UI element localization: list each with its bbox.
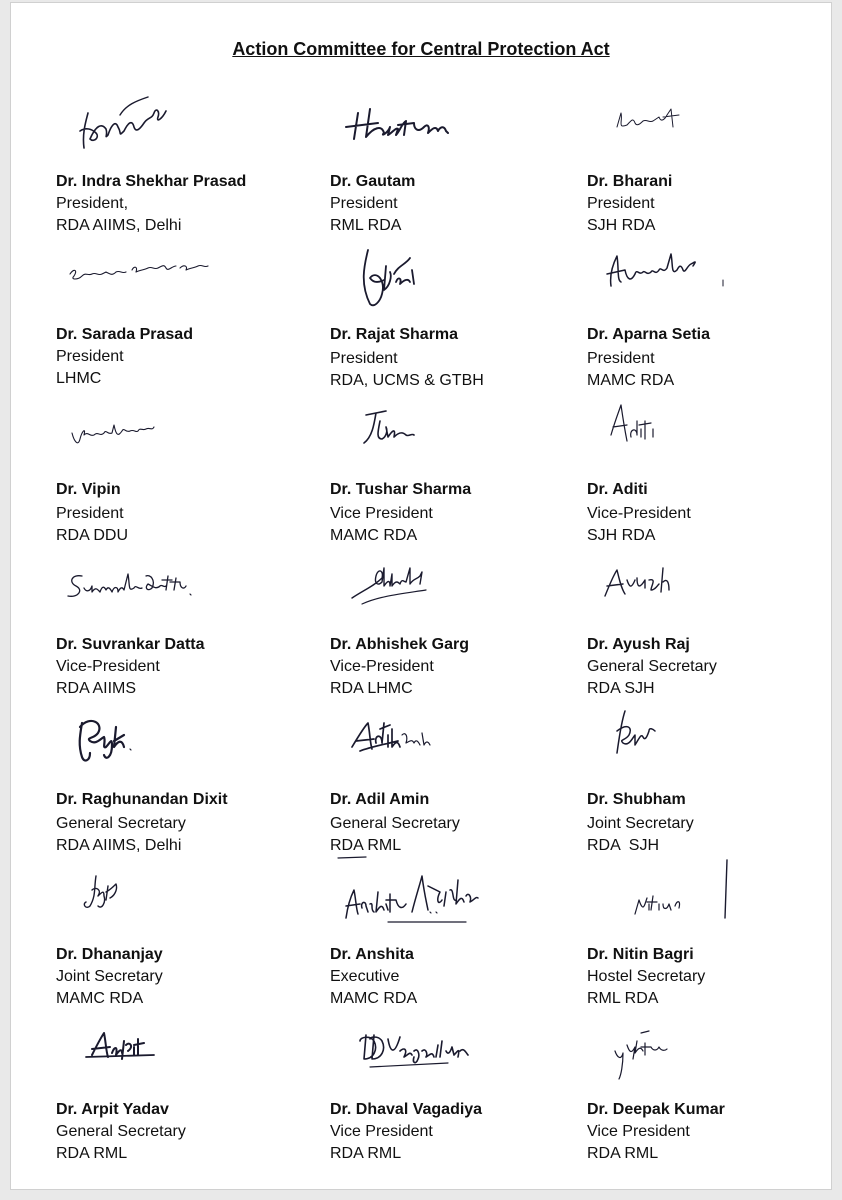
member-name: Dr. Rajat Sharma — [330, 326, 459, 343]
signature-image — [56, 236, 226, 316]
member-organization: MAMC RDA — [330, 527, 418, 544]
member-organization: RDA AIIMS — [56, 680, 137, 697]
member-role: Vice President — [330, 1123, 433, 1140]
member-name: Dr. Adil Amin — [330, 791, 430, 808]
member-organization: RDA RML — [330, 1145, 402, 1162]
member-name: Dr. Bharani — [587, 173, 673, 190]
member-role: President — [56, 348, 124, 365]
member-entry — [330, 546, 580, 696]
member-organization: RDA AIIMS, Delhi — [56, 217, 182, 234]
member-organization: RML RDA — [587, 990, 659, 1007]
signature-image — [587, 856, 757, 936]
document-title: Action Committee for Central Protection Act — [232, 39, 610, 59]
member-role: General Secretary — [587, 658, 717, 675]
signature-image — [330, 1011, 500, 1091]
member-role: President — [330, 195, 398, 212]
member-organization: RDA SJH — [587, 837, 660, 854]
signature-image — [330, 546, 500, 626]
member-entry — [330, 1011, 580, 1161]
member-organization: RDA RML — [56, 1145, 128, 1162]
signature-image — [330, 236, 500, 316]
member-entry — [56, 236, 306, 386]
member-role: Joint Secretary — [56, 968, 163, 985]
member-entry — [587, 1011, 837, 1161]
member-organization: RDA AIIMS, Delhi — [56, 837, 182, 854]
member-role: Joint Secretary — [587, 815, 694, 832]
signature-image — [56, 546, 226, 626]
member-name: Dr. Nitin Bagri — [587, 946, 694, 963]
member-organization: RDA, UCMS & GTBH — [330, 372, 484, 389]
signature-image — [56, 1011, 226, 1091]
member-entry — [587, 701, 837, 854]
member-name: Dr. Anshita — [330, 946, 414, 963]
member-name: Dr. Vipin — [56, 481, 121, 498]
member-organization: RML RDA — [330, 217, 402, 234]
member-role: President — [56, 505, 124, 522]
member-name: Dr. Gautam — [330, 173, 416, 190]
member-entry — [56, 856, 306, 1006]
member-organization: RDA DDU — [56, 527, 129, 544]
member-organization: MAMC RDA — [56, 990, 144, 1007]
member-organization: LHMC — [56, 370, 102, 387]
member-name: Dr. Abhishek Garg — [330, 636, 469, 653]
signature-image — [330, 83, 500, 163]
member-entry — [56, 391, 306, 544]
member-organization: RDA LHMC — [330, 680, 413, 697]
member-name: Dr. Aparna Setia — [587, 326, 711, 343]
signature-image — [587, 546, 757, 626]
member-organization: MAMC RDA — [330, 990, 418, 1007]
member-entry — [56, 83, 306, 233]
member-entry — [56, 701, 306, 854]
member-organization: SJH RDA — [587, 527, 656, 544]
document-page — [10, 2, 832, 1190]
member-name: Dr. Arpit Yadav — [56, 1101, 169, 1118]
member-organization: MAMC RDA — [587, 372, 675, 389]
member-entry — [587, 546, 837, 696]
member-entry — [330, 83, 580, 233]
member-name: Dr. Deepak Kumar — [587, 1101, 725, 1118]
member-role: Vice-President — [587, 505, 691, 522]
signature-image — [56, 856, 226, 936]
signature-image — [56, 83, 226, 163]
member-entry — [56, 546, 306, 696]
member-entry — [587, 391, 837, 544]
signature-image — [587, 701, 757, 781]
member-name: Dr. Raghunandan Dixit — [56, 791, 228, 808]
member-role: Hostel Secretary — [587, 968, 706, 985]
signature-image — [56, 701, 226, 781]
signature-image — [587, 83, 757, 163]
member-name: Dr. Aditi — [587, 481, 648, 498]
member-role: General Secretary — [330, 815, 460, 832]
member-name: Dr. Tushar Sharma — [330, 481, 472, 498]
member-name: Dr. Dhananjay — [56, 946, 163, 963]
member-role: Vice-President — [56, 658, 160, 675]
member-name: Dr. Ayush Raj — [587, 636, 690, 653]
signature-image — [330, 856, 500, 936]
member-entry — [587, 236, 837, 389]
member-role: Executive — [330, 968, 400, 985]
member-role: General Secretary — [56, 1123, 186, 1140]
member-role: Vice-President — [330, 658, 434, 675]
member-role: General Secretary — [56, 815, 186, 832]
member-name: Dr. Suvrankar Datta — [56, 636, 205, 653]
member-entry — [587, 83, 837, 233]
member-entry — [330, 391, 580, 544]
member-name: Dr. Sarada Prasad — [56, 326, 193, 343]
member-entry — [330, 236, 580, 389]
member-role: President, — [56, 195, 129, 212]
member-organization: RDA SJH — [587, 680, 655, 697]
signature-image — [330, 391, 500, 471]
signature-image — [587, 236, 757, 316]
member-role: Vice President — [330, 505, 433, 522]
member-entry — [330, 856, 580, 1006]
member-name: Dr. Shubham — [587, 791, 686, 808]
signature-image — [587, 1011, 757, 1091]
member-name: Dr. Indra Shekhar Prasad — [56, 173, 247, 190]
member-role: President — [587, 195, 655, 212]
member-organization: RDA RML — [587, 1145, 659, 1162]
member-entry — [587, 856, 837, 1006]
member-role: President — [587, 350, 655, 367]
member-entry — [330, 701, 580, 854]
member-name: Dr. Dhaval Vagadiya — [330, 1101, 483, 1118]
member-role: Vice President — [587, 1123, 690, 1140]
member-organization: SJH RDA — [587, 217, 656, 234]
signature-image — [56, 391, 226, 471]
member-organization: RDA RML — [330, 837, 402, 854]
member-role: President — [330, 350, 398, 367]
signature-image — [587, 391, 757, 471]
signature-image — [330, 701, 500, 781]
member-entry — [56, 1011, 306, 1161]
